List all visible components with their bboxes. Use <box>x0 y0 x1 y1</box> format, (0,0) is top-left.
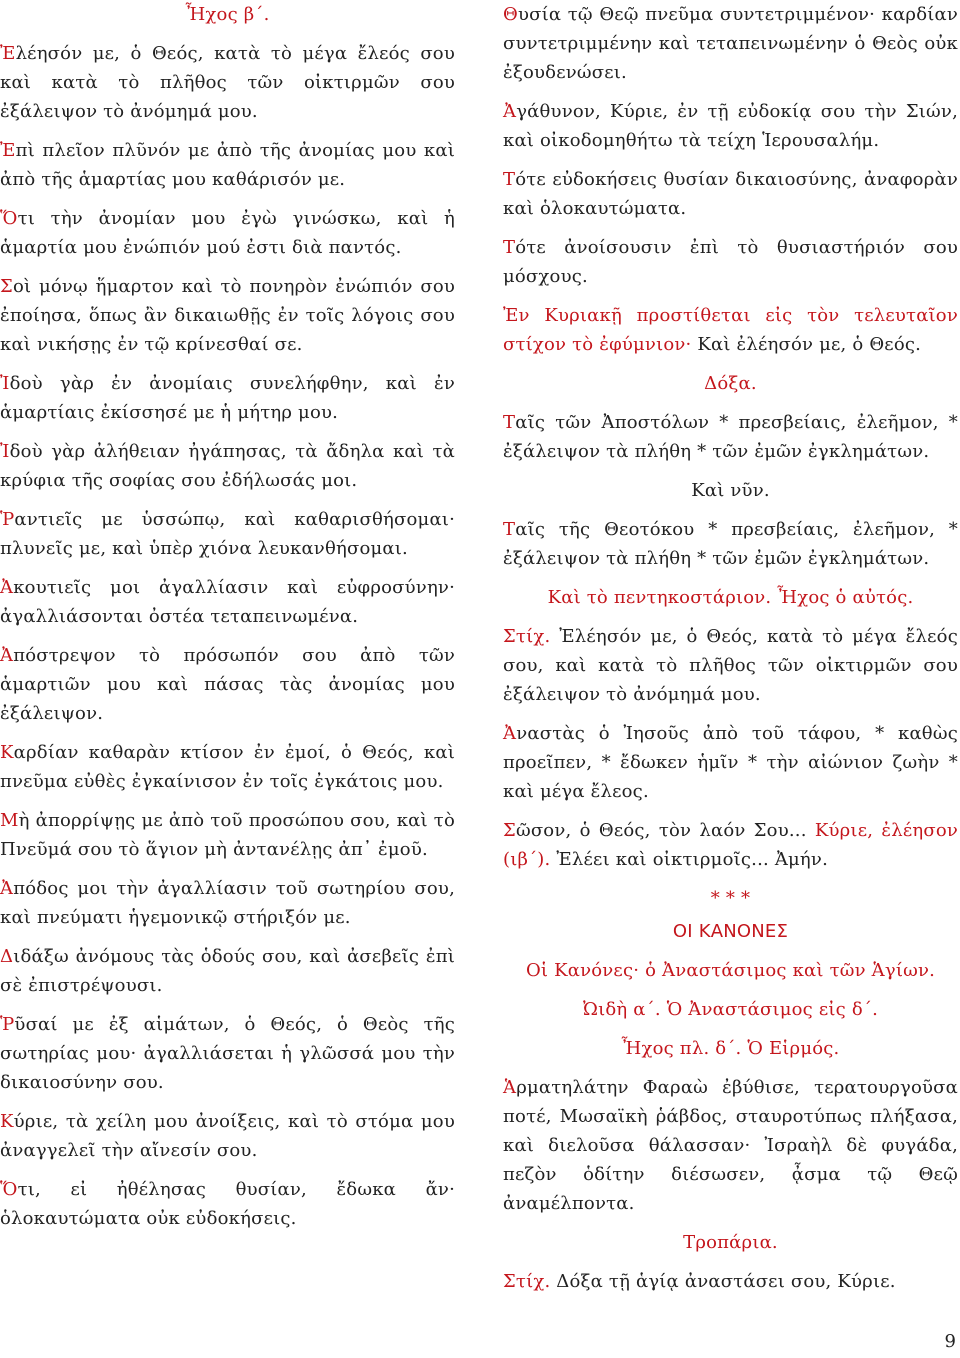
verse-text: ῦσαί με ἐξ αἱμάτων, ὁ Θεός, ὁ Θεὸς τῆς σωτηρίας μου· ἀγαλλιάσεται ἡ γλῶσσά μου τὴν δικαιοσύνην σου. <box>0 1014 455 1093</box>
sunday-rubric-refrain: Καὶ ἐλέησόν με, ὁ Θεός. <box>691 334 922 355</box>
soson-text-b: Ἐλέει καὶ οἰκτιρμοῖς... Ἀμήν. <box>550 849 828 870</box>
psalm-verse <box>0 204 455 262</box>
verse-text: τι τὴν ἀνομίαν μου ἐγὼ γινώσκω, καὶ ἡ ἁμαρτία μου ἐνώπιόν μού ἐστι διὰ παντός. <box>0 208 455 258</box>
verse-text: ὴ ἀπορρίψῃς με ἀπὸ τοῦ προσώπου σου, καὶ τὸ Πνεῦμά σου τὸ ἅγιον μὴ ἀντανέλῃς ἀπ᾿ ἐμοῦ. <box>0 810 455 860</box>
drop-initial: Τ <box>503 519 516 540</box>
drop-initial: Ἀ <box>503 723 517 744</box>
verse-text: ύριε, τὰ χείλη μου ἀνοίξεις, καὶ τὸ στόμα μου ἀναγγελεῖ τὴν αἴνεσίν σου. <box>0 1111 455 1161</box>
verse-text: πόδος μοι τὴν ἀγαλλίασιν τοῦ σωτηρίου σου, καὶ πνεύματι ἡγεμονικῷ στήριξόν με. <box>0 878 455 928</box>
irmos-text <box>503 1073 958 1218</box>
psalm-verse <box>0 641 455 728</box>
stichos-label: Στίχ. <box>503 1271 551 1292</box>
psalm-verses-right <box>503 0 958 291</box>
drop-initial: Κ <box>0 742 14 763</box>
verse-text: αῖς τῶν Ἀποστόλων * πρεσβείαις, ἐλεῆμον, * ἐξάλειψον τὰ πλήθη * τῶν ἐμῶν ἐγκλημάτων. <box>503 412 958 462</box>
kai-nyn-heading: Καὶ νῦν. <box>691 480 770 501</box>
verse-text: ότε ἀνοίσουσιν ἐπὶ τὸ θυσιαστήριόν σου μόσχους. <box>503 237 958 287</box>
psalm-verse <box>0 39 455 126</box>
verse-text: ότε εὐδοκήσεις θυσίαν δικαιοσύνης, ἀναφορὰν καὶ ὁλοκαυτώματα. <box>503 169 958 219</box>
drop-initial: Ἀ <box>0 645 14 666</box>
verse-text: κουτιεῖς μοι ἀγαλλίασιν καὶ εὐφροσύνην· ἀγαλλιάσονται ὀστέα τεταπεινωμένα. <box>0 577 455 627</box>
drop-initial: Ἀ <box>0 878 14 899</box>
psalm-verse <box>503 97 958 155</box>
stichos-text: Δόξα τῇ ἁγίᾳ ἀναστάσει σου, Κύριε. <box>550 1271 896 1292</box>
soson-verse <box>503 816 958 874</box>
troparia-heading: Τροπάρια. <box>683 1232 778 1253</box>
soson-kyrie: Κύριε, ἐλέησον (ιβ΄). <box>503 820 959 870</box>
verse-text: ιδάξω ἀνόμους τὰς ὁδούς σου, καὶ ἀσεβεῖς ἐπὶ σὲ ἐπιστρέψουσι. <box>0 946 455 996</box>
verse-text: τι, εἰ ἠθέλησας θυσίαν, ἔδωκα ἄν· ὁλοκαυτώματα οὐκ εὐδοκήσεις. <box>0 1179 455 1229</box>
psalm-verse <box>503 233 958 291</box>
psalm-verse <box>0 874 455 932</box>
verse-text: γάθυνον, Κύριε, ἐν τῇ εὐδοκίᾳ σου τὴν Σιών, καὶ οἰκοδομηθήτω τὰ τείχη Ἱερουσαλήμ. <box>503 101 958 151</box>
psalm-verse <box>0 1175 455 1233</box>
psalm-verse <box>0 272 455 359</box>
drop-initial: Τ <box>503 237 516 258</box>
stichos-1 <box>503 622 958 709</box>
drop-initial: Θ <box>503 4 518 25</box>
section-stars: * * * <box>710 888 751 909</box>
verse-text: υσία τῷ Θεῷ πνεῦμα συντετριμμένον· καρδίαν συντετριμμένην καὶ τεταπεινωμένην ὁ Θεὸς οὐκ ἐξουδενώσει. <box>503 4 958 83</box>
verse-text: αρδίαν καθαρὰν κτίσον ἐν ἐμοί, ὁ Θεός, καὶ πνεῦμα εὐθὲς ἐγκαίνισον ἐν τοῖς ἐγκάτοις μου. <box>0 742 455 792</box>
drop-initial: Κ <box>0 1111 14 1132</box>
anastas-troparion <box>503 719 958 806</box>
drop-initial: Τ <box>503 169 516 190</box>
irmos-heading: Ἦχος πλ. δ΄. Ὁ Εἱρμός. <box>621 1038 840 1059</box>
echos-heading: Ἦχος β΄. <box>185 4 270 25</box>
drop-initial: Ἐ <box>0 140 16 161</box>
psalm-verse <box>0 136 455 194</box>
verse-text: δοὺ γὰρ ἐν ἀνομίαις συνελήφθην, καὶ ἐν ἁμαρτίαις ἐκίσσησέ με ἡ μήτηρ μου. <box>0 373 455 423</box>
verse-text: πὶ πλεῖον πλῦνόν με ἀπὸ τῆς ἀνομίας μου καὶ ἀπὸ τῆς ἁμαρτίας μου καθάρισόν με. <box>0 140 455 190</box>
psalm-verse <box>503 165 958 223</box>
psalm-verse <box>0 738 455 796</box>
verse-text: λέησόν με, ὁ Θεός, κατὰ τὸ μέγα ἔλεός σου καὶ κατὰ τὸ πλῆθος τῶν οἰκτιρμῶν σου ἐξάλειψον τὸ ἀνόμημά μου. <box>0 43 455 122</box>
drop-initial: Ὅ <box>0 208 18 229</box>
ode-heading: Ὠιδὴ α΄. Ὁ Ἀναστάσιμος εἰς δ΄. <box>582 999 879 1020</box>
psalm-verse <box>0 573 455 631</box>
doxa-heading: Δόξα. <box>704 373 757 394</box>
verse-text: ναστὰς ὁ Ἰησοῦς ἀπὸ τοῦ τάφου, * καθὼς προεῖπεν, * ἔδωκεν ἡμῖν * τὴν αἰώνιον ζωὴν * καὶ μέγα ἔλεος. <box>503 723 958 802</box>
theotokos-troparion <box>503 515 958 573</box>
verse-text: πόστρεψον τὸ πρόσωπόν σου ἀπὸ τῶν ἁμαρτιῶν μου καὶ πάσας τὰς ἀνομίας μου ἐξάλειψον. <box>0 645 455 724</box>
drop-initial: Ἰ <box>0 373 10 394</box>
psalm-verse <box>0 942 455 1000</box>
drop-initial: Σ <box>503 820 516 841</box>
sunday-rubric <box>503 301 958 359</box>
psalm-verse <box>503 0 958 87</box>
drop-initial: Σ <box>0 276 13 297</box>
sunday-rubric-red: Ἐν Κυριακῇ προστίθεται εἰς τὸν τελευταῖον στίχον τὸ ἐφύμνιον· <box>503 305 958 355</box>
psalm-verse <box>0 1010 455 1097</box>
verse-text: αντιεῖς με ὑσσώπῳ, καὶ καθαρισθήσομαι· πλυνεῖς με, καὶ ὑπὲρ χιόνα λευκανθήσομαι. <box>0 509 455 559</box>
drop-initial: Ῥ <box>0 509 15 530</box>
kanones-title: ΟΙ ΚΑΝΟΝΕΣ <box>672 921 789 942</box>
verse-text: οὶ μόνῳ ἥμαρτον καὶ τὸ πονηρὸν ἐνώπιόν σου ἐποίησα, ὅπως ἂν δικαιωθῇς ἐν τοῖς λόγοις σου καὶ νικήσῃς ἐν τῷ κρίνεσθαί σε. <box>0 276 455 355</box>
drop-initial: Ἁ <box>503 1077 517 1098</box>
psalm-verses-left <box>0 39 455 1233</box>
psalm-verse <box>0 505 455 563</box>
soson-text-a: ῶσον, ὁ Θεός, τὸν λαόν Σου... <box>515 820 815 841</box>
pentikostarion-heading: Καὶ τὸ πεντηκοστάριον. Ἦχος ὁ αὐτός. <box>547 587 914 608</box>
drop-initial: Μ <box>0 810 19 831</box>
verse-text: ρματηλάτην Φαραὼ ἐβύθισε, τερατουργοῦσα ποτέ, Μωσαϊκὴ ῥάβδος, σταυροτύπως πλήξασα, καὶ διελοῦσα θάλασσαν· Ἰσραὴλ δὲ φυγάδα, πεζὸν ὁδίτην διέσωσεν, ᾆσμα τῷ Θεῷ ἀναμέλποντα. <box>503 1077 958 1214</box>
kanones-subtitle: Οἱ Κανόνες· ὁ Ἀναστάσιμος καὶ τῶν Ἁγίων. <box>525 960 936 981</box>
verse-text: δοὺ γὰρ ἀλήθειαν ἠγάπησας, τὰ ἄδηλα καὶ τὰ κρύφια τῆς σοφίας σου ἐδήλωσάς μοι. <box>0 441 455 491</box>
apostles-troparion <box>503 408 958 466</box>
drop-initial: Δ <box>0 946 14 967</box>
verse-text: αῖς τῆς Θεοτόκου * πρεσβείαις, ἐλεῆμον, * ἐξάλειψον τὰ πλήθη * τῶν ἐμῶν ἐγκλημάτων. <box>503 519 958 569</box>
stichos-label: Στίχ. <box>503 626 551 647</box>
drop-initial: Ἀ <box>503 101 517 122</box>
drop-initial: Ῥ <box>0 1014 15 1035</box>
drop-initial: Ἀ <box>0 577 14 598</box>
drop-initial: Ἐ <box>0 43 16 64</box>
page-number: 9 <box>944 1331 956 1352</box>
drop-initial: Ὅ <box>0 1179 18 1200</box>
drop-initial: Τ <box>503 412 516 433</box>
psalm-verse <box>0 369 455 427</box>
stichos-2 <box>503 1267 958 1296</box>
psalm-verse <box>0 806 455 864</box>
right-column <box>503 0 958 1306</box>
drop-initial: Ἰ <box>0 441 10 462</box>
psalm-verse <box>0 437 455 495</box>
stichos-text: Ἐλέησόν με, ὁ Θεός, κατὰ τὸ μέγα ἔλεός σου, καὶ κατὰ τὸ πλῆθος τῶν οἰκτιρμῶν σου ἐξάλειψον τὸ ἀνόμημά μου. <box>503 626 958 705</box>
psalm-verse <box>0 1107 455 1165</box>
left-column <box>0 0 455 1243</box>
